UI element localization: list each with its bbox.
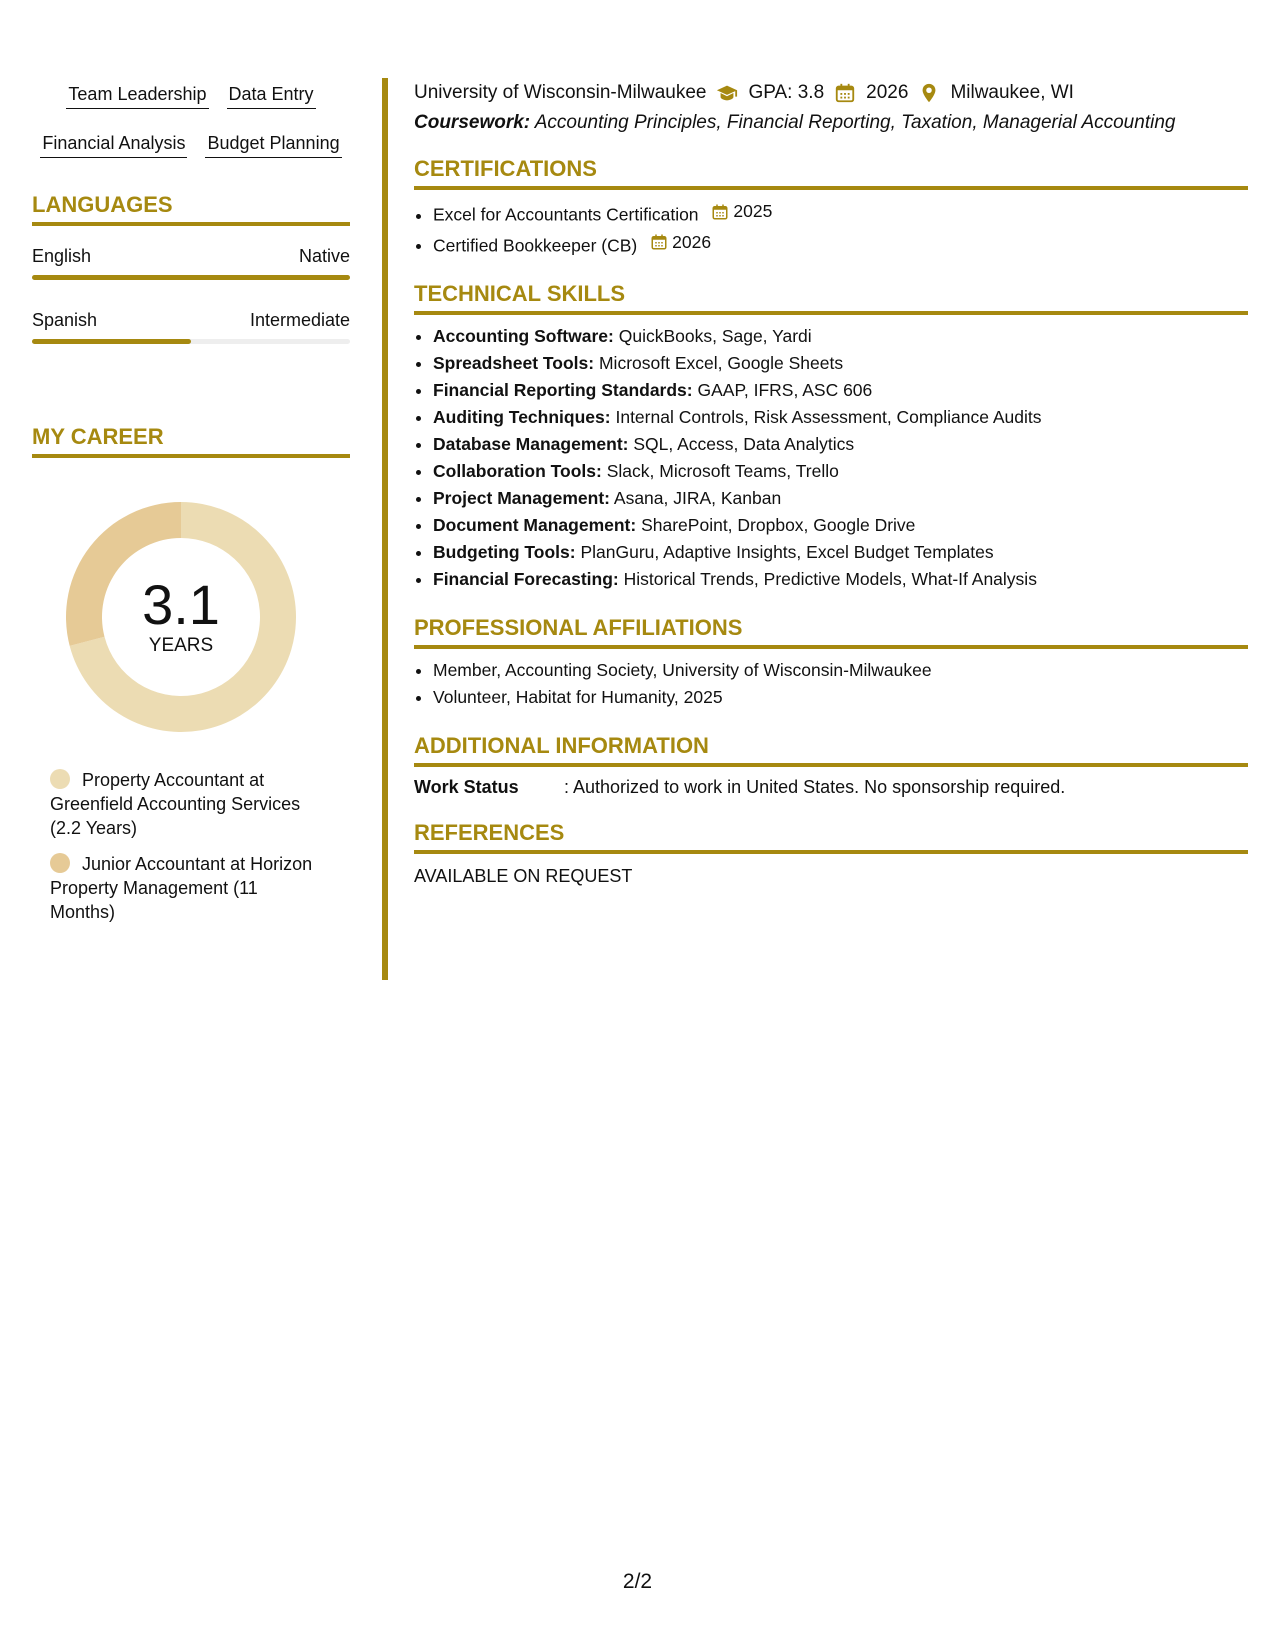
coursework-value: Accounting Principles, Financial Reporting, Taxation, Managerial Accounting: [534, 112, 1176, 133]
affiliations-list: [414, 657, 1248, 711]
work-status-value: : Authorized to work in United States. No sponsorship required.: [564, 777, 1066, 797]
skill-tag: Budget Planning: [205, 127, 341, 158]
technical-skill-label: Financial Forecasting:: [433, 569, 619, 589]
technical-skill-value: QuickBooks, Sage, Yardi: [618, 326, 812, 346]
affiliation-item: • Volunteer, Habitat for Humanity, 2025: [433, 684, 1248, 711]
career-legend: [50, 768, 350, 924]
technical-skill-label: Accounting Software:: [433, 326, 614, 346]
career-legend-item: [50, 768, 320, 840]
language-bar: [32, 275, 350, 280]
technical-skill-value: Internal Controls, Risk Assessment, Compliance Audits: [615, 407, 1042, 427]
certification-year: 2026: [672, 231, 712, 252]
calendar-icon: [711, 203, 729, 221]
education-gpa: GPA: 3.8: [748, 82, 825, 103]
additional-info-title: ADDITIONAL INFORMATION: [414, 733, 1248, 767]
technical-skill-label: Auditing Techniques:: [433, 407, 611, 427]
technical-skill-label: Project Management:: [433, 488, 610, 508]
skill-tag: Financial Analysis: [40, 127, 187, 158]
technical-skill-item: [433, 377, 1248, 404]
page-number: 2/2: [622, 1570, 653, 1593]
technical-skill-label: Spreadsheet Tools:: [433, 353, 595, 373]
technical-skill-label: Database Management:: [433, 434, 629, 454]
legend-dot: [50, 853, 70, 873]
career-donut-center: [66, 502, 296, 732]
technical-skill-value: Slack, Microsoft Teams, Trello: [606, 461, 839, 481]
certification-year: 2025: [733, 201, 773, 221]
coursework-label: Coursework:: [414, 112, 531, 133]
technical-skill-value: Microsoft Excel, Google Sheets: [598, 353, 844, 373]
skills-tags: [32, 78, 350, 158]
language-name: English: [32, 246, 92, 266]
language-name: Spanish: [32, 310, 98, 330]
technical-skill-item: [433, 404, 1248, 431]
technical-skill-label: Collaboration Tools:: [433, 461, 602, 481]
coursework: [414, 112, 1248, 134]
education-school: University of Wisconsin-Milwaukee: [414, 82, 707, 103]
certification-item: [433, 229, 1248, 260]
technical-skill-item: [433, 512, 1248, 539]
technical-skill-item: [433, 539, 1248, 566]
work-status: [414, 777, 1248, 798]
certifications-list: [414, 198, 1248, 259]
column-divider: [382, 78, 388, 980]
career-title: MY CAREER: [32, 424, 350, 458]
technical-skill-value: PlanGuru, Adaptive Insights, Excel Budget Templates: [580, 542, 994, 562]
technical-skills-title: TECHNICAL SKILLS: [414, 281, 1248, 315]
legend-dot: [50, 769, 70, 789]
skill-tag: Team Leadership: [66, 78, 208, 109]
left-column: [32, 78, 350, 936]
certification-item: [433, 198, 1248, 229]
technical-skill-item: [433, 350, 1248, 377]
education-year: 2026: [866, 82, 909, 103]
languages-title: LANGUAGES: [32, 192, 350, 226]
graduation-cap-icon: [716, 82, 738, 104]
technical-skill-item: [433, 485, 1248, 512]
language-level: Native: [298, 246, 350, 266]
references-title: REFERENCES: [414, 820, 1248, 854]
career-total-unit: YEARS: [148, 635, 214, 656]
technical-skill-item: [433, 323, 1248, 350]
language-item: [32, 310, 350, 344]
calendar-icon: [650, 233, 668, 251]
skill-row: [32, 78, 350, 109]
career-legend-label: Property Accountant at Greenfield Accounting Services (2.2 Years): [50, 770, 301, 838]
career-legend-label: Junior Accountant at Horizon Property Management (11 Months): [50, 854, 313, 922]
technical-skill-item: [433, 458, 1248, 485]
technical-skill-item: [433, 566, 1248, 593]
technical-skill-label: Document Management:: [433, 515, 637, 535]
technical-skill-value: Asana, JIRA, Kanban: [613, 488, 782, 508]
education-line: [414, 82, 1248, 104]
career-legend-item: [50, 852, 320, 924]
technical-skill-value: SharePoint, Dropbox, Google Drive: [641, 515, 916, 535]
calendar-icon: [834, 82, 856, 104]
references-text: AVAILABLE ON REQUEST: [414, 866, 633, 886]
skill-row: [32, 127, 350, 158]
map-pin-icon: [918, 82, 940, 104]
skill-tag: Data Entry: [227, 78, 316, 109]
education-location: Milwaukee, WI: [950, 82, 1074, 103]
technical-skill-label: Financial Reporting Standards:: [433, 380, 693, 400]
language-bar: [32, 339, 350, 344]
technical-skill-value: Historical Trends, Predictive Models, What-If Analysis: [623, 569, 1037, 589]
affiliations-title: PROFESSIONAL AFFILIATIONS: [414, 615, 1248, 649]
technical-skill-value: GAAP, IFRS, ASC 606: [697, 380, 873, 400]
certification-name: Certified Bookkeeper (CB): [433, 235, 638, 255]
language-bar-fill: [32, 339, 191, 344]
technical-skills-list: [414, 323, 1248, 593]
technical-skill-value: SQL, Access, Data Analytics: [633, 434, 855, 454]
language-bar-fill: [32, 275, 350, 280]
language-level: Intermediate: [249, 310, 350, 330]
career-donut: [66, 502, 296, 732]
work-status-label: Work Status: [414, 777, 519, 797]
certification-name: Excel for Accountants Certification: [433, 204, 699, 225]
career-total-value: 3.1: [142, 573, 220, 636]
affiliation-item: • Member, Accounting Society, University of Wisconsin-Milwaukee: [433, 657, 1248, 684]
language-item: [32, 246, 350, 280]
technical-skill-item: [433, 431, 1248, 458]
right-column: [414, 78, 1248, 887]
certifications-title: CERTIFICATIONS: [414, 156, 1248, 190]
technical-skill-label: Budgeting Tools:: [433, 542, 576, 562]
